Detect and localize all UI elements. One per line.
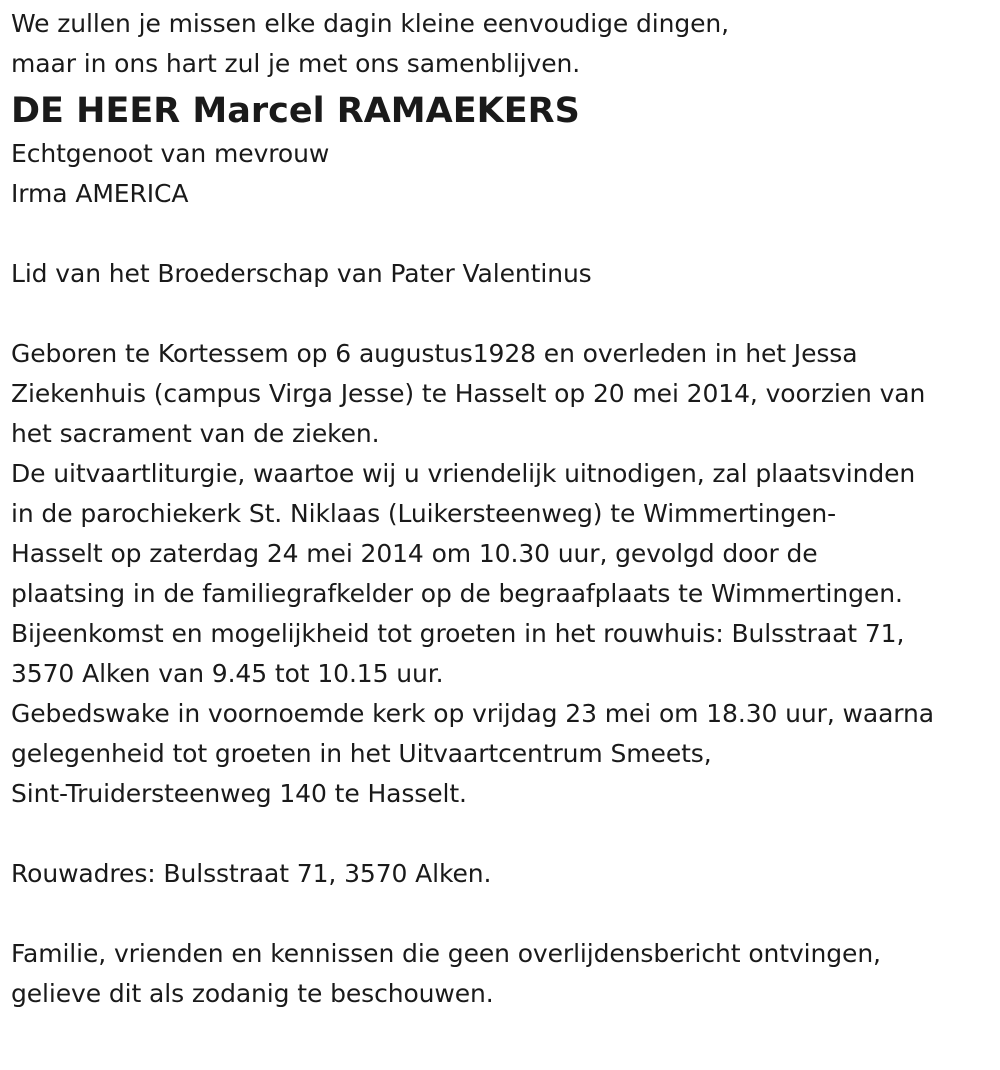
details-line: Hasselt op zaterdag 24 mei 2014 om 10.30 uur, gevolgd door de (11, 539, 818, 568)
details-line: Ziekenhuis (campus Virga Jesse) te Hasselt op 20 mei 2014, voorzien van (11, 379, 926, 408)
closing-line: Familie, vrienden en kennissen die geen overlijdensbericht ontvingen, (11, 939, 881, 968)
spacer (11, 294, 1000, 334)
address-text: Rouwadres: Bulsstraat 71, 3570 Alken. (11, 859, 492, 888)
details-line: 3570 Alken van 9.45 tot 10.15 uur. (11, 659, 444, 688)
motto-line: We zullen je missen elke dagin kleine eenvoudige dingen, (11, 9, 730, 38)
spacer (11, 814, 1000, 854)
membership-text: Lid van het Broederschap van Pater Valentinus (11, 259, 592, 288)
closing-line: gelieve dit als zodanig te beschouwen. (11, 979, 494, 1008)
deceased-name: DE HEER Marcel RAMAEKERS (11, 91, 580, 131)
details-line: het sacrament van de zieken. (11, 419, 380, 448)
details-line: plaatsing in de familiegrafkelder op de begraafplaats te Wimmertingen. (11, 579, 903, 608)
motto-block (11, 4, 1000, 84)
details-line: gelegenheid tot groeten in het Uitvaartcentrum Smeets, (11, 739, 712, 768)
details-line: Gebedswake in voornoemde kerk op vrijdag 23 mei om 18.30 uur, waarna (11, 699, 935, 728)
details-line: Sint-Truidersteenweg 140 te Hasselt. (11, 779, 467, 808)
details-line: Geboren te Kortessem op 6 augustus1928 en overleden in het Jessa (11, 339, 858, 368)
details-block (11, 334, 1000, 814)
closing-block (11, 934, 1000, 1014)
spacer (11, 894, 1000, 934)
details-line: Bijeenkomst en mogelijkheid tot groeten in het rouwhuis: Bulsstraat 71, (11, 619, 905, 648)
spouse-block (11, 134, 1000, 214)
spouse-line: Echtgenoot van mevrouw (11, 139, 330, 168)
details-line: in de parochiekerk St. Niklaas (Luikersteenweg) te Wimmertingen- (11, 499, 837, 528)
spacer (11, 214, 1000, 254)
spouse-line: Irma AMERICA (11, 179, 189, 208)
details-line: De uitvaartliturgie, waartoe wij u vriendelijk uitnodigen, zal plaatsvinden (11, 459, 916, 488)
motto-line: maar in ons hart zul je met ons samenblijven. (11, 49, 581, 78)
